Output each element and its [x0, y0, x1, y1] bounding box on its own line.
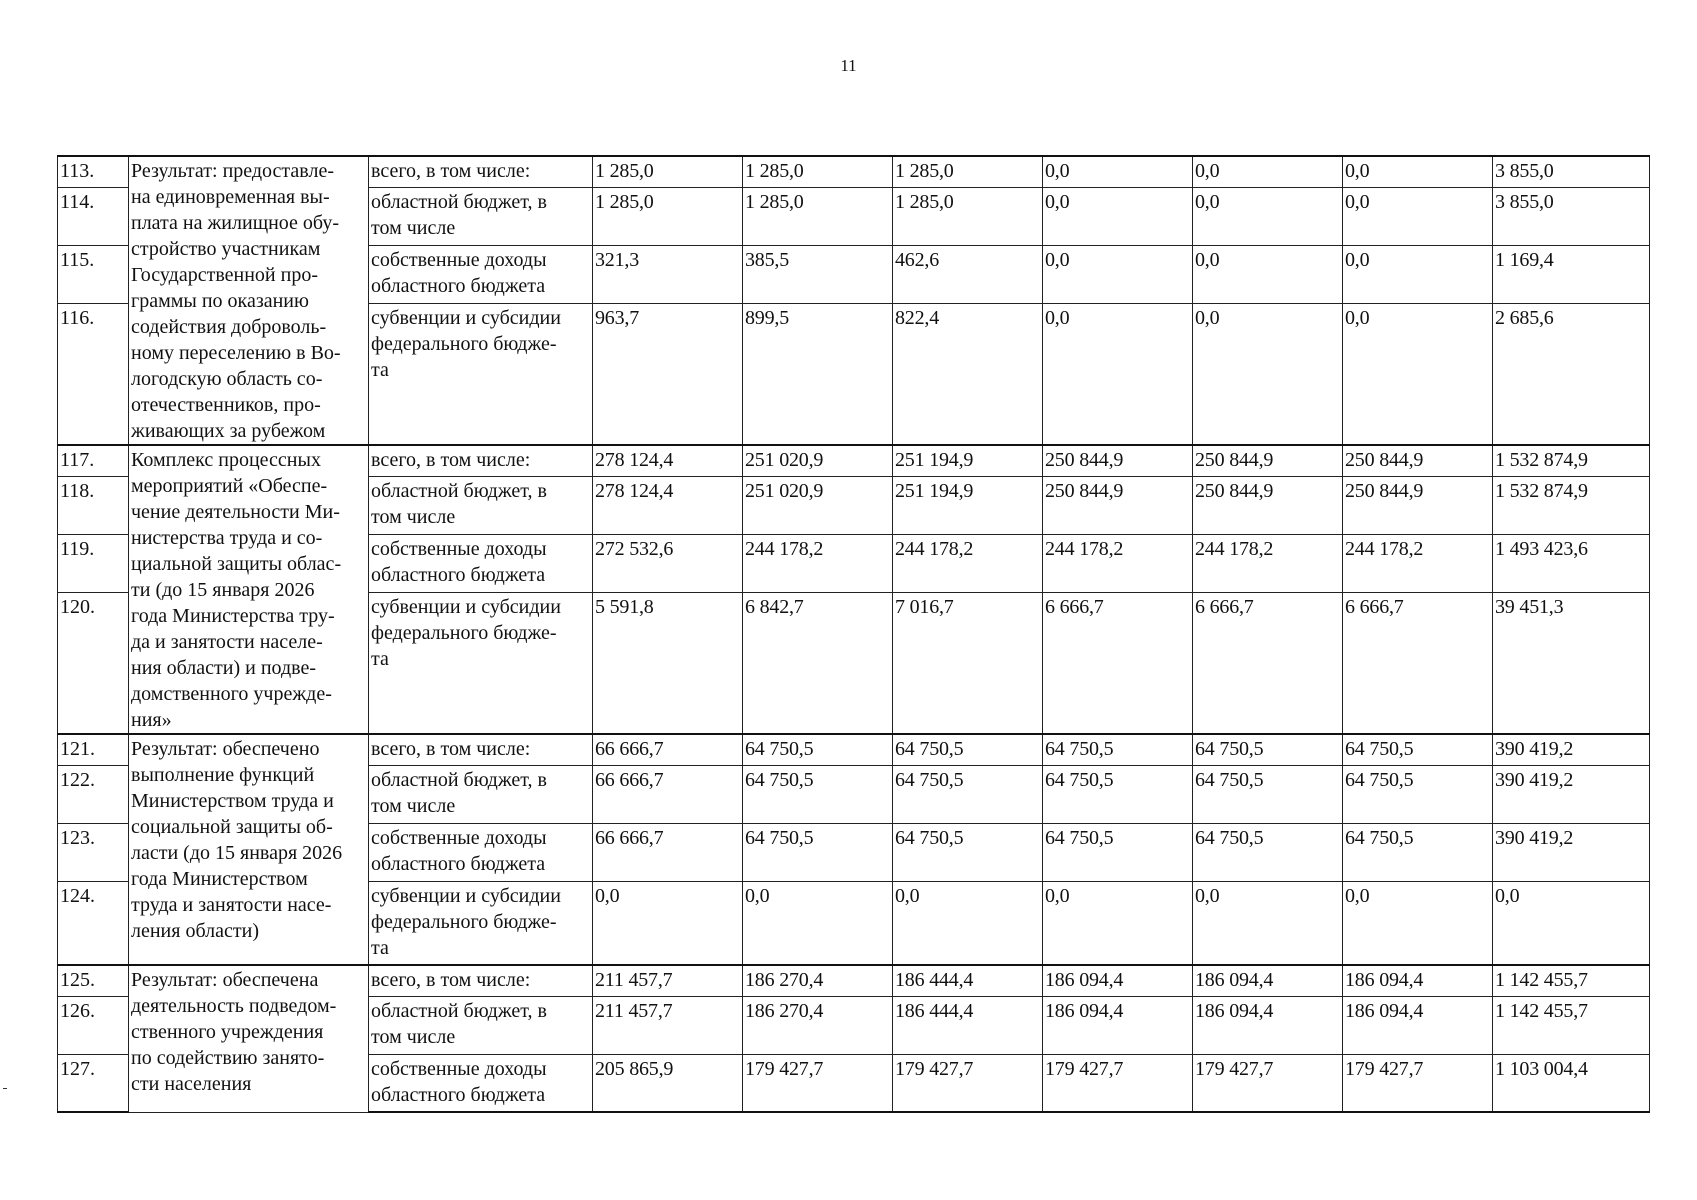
funding-source-cell: субвенции и субсидии федерального бюдже- та: [369, 881, 593, 965]
table-row: [58, 965, 1650, 996]
year-value-cell: 64 750,5: [893, 823, 1043, 881]
total-value-cell: 390 419,2: [1493, 734, 1650, 765]
year-value-cell: 272 532,6: [593, 535, 743, 593]
year-value-cell: 0,0: [1193, 187, 1343, 245]
row-number-cell: 126.: [58, 996, 129, 1054]
year-value-cell: 244 178,2: [1043, 535, 1193, 593]
funding-source-cell: собственные доходы областного бюджета: [369, 1054, 593, 1112]
total-value-cell: 3 855,0: [1493, 187, 1650, 245]
measure-label-cell: Результат: предоставле- на единовременная вы- плата на жилищное обу- стройство участникам Государственной про- граммы по оказанию содействия доброволь- ному переселению в Во- логодскую область со- отечественников, про- живающих за рубежом: [129, 156, 369, 445]
year-value-cell: 822,4: [893, 304, 1043, 445]
row-number-cell: 121.: [58, 734, 129, 765]
measure-label-cell: Результат: обеспечено выполнение функций Министерством труда и социальной защиты об- ласти (до 15 января 2026 года Министерством труда и занятости насе- ления области): [129, 734, 369, 965]
total-value-cell: 0,0: [1493, 881, 1650, 965]
funding-source-cell: собственные доходы областного бюджета: [369, 823, 593, 881]
year-value-cell: 0,0: [1043, 187, 1193, 245]
year-value-cell: 179 427,7: [743, 1054, 893, 1112]
year-value-cell: 1 285,0: [593, 187, 743, 245]
table-row: [58, 445, 1650, 476]
year-value-cell: 250 844,9: [1043, 445, 1193, 476]
year-value-cell: 186 094,4: [1043, 996, 1193, 1054]
row-number-cell: 124.: [58, 881, 129, 965]
year-value-cell: 251 194,9: [893, 445, 1043, 476]
measure-label-cell: Комплекс процессных мероприятий «Обеспе- чение деятельности Ми- нистерства труда и со- циальной защиты облас- ти (до 15 января 2026 года Министерства тру- да и занятости населе- ния области) и подве- домственного учрежде- ния»: [129, 445, 369, 734]
year-value-cell: 1 285,0: [743, 187, 893, 245]
year-value-cell: 179 427,7: [893, 1054, 1043, 1112]
year-value-cell: 64 750,5: [1343, 734, 1493, 765]
year-value-cell: 66 666,7: [593, 823, 743, 881]
year-value-cell: 186 094,4: [1193, 965, 1343, 996]
year-value-cell: 244 178,2: [1193, 535, 1343, 593]
row-number-cell: 127.: [58, 1054, 129, 1112]
year-value-cell: 205 865,9: [593, 1054, 743, 1112]
funding-source-cell: областной бюджет, в том числе: [369, 996, 593, 1054]
margin-mark: [3, 1088, 7, 1089]
year-value-cell: 6 842,7: [743, 593, 893, 734]
row-number-cell: 122.: [58, 765, 129, 823]
row-number-cell: 120.: [58, 593, 129, 734]
year-value-cell: 64 750,5: [743, 823, 893, 881]
year-value-cell: 0,0: [1193, 156, 1343, 187]
year-value-cell: 211 457,7: [593, 996, 743, 1054]
year-value-cell: 64 750,5: [1343, 765, 1493, 823]
year-value-cell: 250 844,9: [1043, 476, 1193, 534]
year-value-cell: 0,0: [1043, 156, 1193, 187]
year-value-cell: 6 666,7: [1043, 593, 1193, 734]
row-number-cell: 116.: [58, 304, 129, 445]
year-value-cell: 64 750,5: [1193, 823, 1343, 881]
funding-source-cell: собственные доходы областного бюджета: [369, 246, 593, 304]
year-value-cell: 250 844,9: [1193, 445, 1343, 476]
table-body: [58, 156, 1650, 1112]
year-value-cell: 64 750,5: [1043, 823, 1193, 881]
year-value-cell: 186 094,4: [1343, 996, 1493, 1054]
year-value-cell: 0,0: [1193, 246, 1343, 304]
total-value-cell: 3 855,0: [1493, 156, 1650, 187]
year-value-cell: 244 178,2: [743, 535, 893, 593]
year-value-cell: 462,6: [893, 246, 1043, 304]
year-value-cell: 278 124,4: [593, 445, 743, 476]
funding-source-cell: областной бюджет, в том числе: [369, 187, 593, 245]
year-value-cell: 0,0: [593, 881, 743, 965]
year-value-cell: 899,5: [743, 304, 893, 445]
year-value-cell: 186 270,4: [743, 965, 893, 996]
page-number: 11: [840, 56, 857, 75]
year-value-cell: 0,0: [1343, 156, 1493, 187]
year-value-cell: 0,0: [1043, 304, 1193, 445]
row-number-cell: 123.: [58, 823, 129, 881]
year-value-cell: 6 666,7: [1193, 593, 1343, 734]
year-value-cell: 0,0: [1193, 304, 1343, 445]
year-value-cell: 0,0: [1193, 881, 1343, 965]
budget-table: [57, 155, 1650, 1113]
row-number-cell: 118.: [58, 476, 129, 534]
year-value-cell: 64 750,5: [893, 765, 1043, 823]
year-value-cell: 64 750,5: [1043, 765, 1193, 823]
funding-source-cell: всего, в том числе:: [369, 445, 593, 476]
year-value-cell: 244 178,2: [893, 535, 1043, 593]
year-value-cell: 186 094,4: [1193, 996, 1343, 1054]
year-value-cell: 0,0: [1043, 246, 1193, 304]
total-value-cell: 1 142 455,7: [1493, 996, 1650, 1054]
row-number-cell: 125.: [58, 965, 129, 996]
year-value-cell: 64 750,5: [1043, 734, 1193, 765]
year-value-cell: 1 285,0: [893, 156, 1043, 187]
total-value-cell: 390 419,2: [1493, 823, 1650, 881]
funding-source-cell: всего, в том числе:: [369, 734, 593, 765]
year-value-cell: 0,0: [893, 881, 1043, 965]
year-value-cell: 186 444,4: [893, 965, 1043, 996]
total-value-cell: 1 103 004,4: [1493, 1054, 1650, 1112]
row-number-cell: 117.: [58, 445, 129, 476]
funding-source-cell: областной бюджет, в том числе: [369, 476, 593, 534]
year-value-cell: 66 666,7: [593, 765, 743, 823]
year-value-cell: 0,0: [1343, 246, 1493, 304]
row-number-cell: 114.: [58, 187, 129, 245]
year-value-cell: 186 270,4: [743, 996, 893, 1054]
table-row: [58, 734, 1650, 765]
year-value-cell: 1 285,0: [743, 156, 893, 187]
total-value-cell: 1 169,4: [1493, 246, 1650, 304]
year-value-cell: 179 427,7: [1043, 1054, 1193, 1112]
measure-label-cell: Результат: обеспечена деятельность подведом- ственного учреждения по содействию занято- сти населения: [129, 965, 369, 1112]
row-number-cell: 119.: [58, 535, 129, 593]
year-value-cell: 186 094,4: [1043, 965, 1193, 996]
year-value-cell: 64 750,5: [893, 734, 1043, 765]
year-value-cell: 5 591,8: [593, 593, 743, 734]
year-value-cell: 186 094,4: [1343, 965, 1493, 996]
year-value-cell: 0,0: [1343, 881, 1493, 965]
year-value-cell: 1 285,0: [593, 156, 743, 187]
year-value-cell: 251 020,9: [743, 445, 893, 476]
funding-source-cell: собственные доходы областного бюджета: [369, 535, 593, 593]
total-value-cell: 1 142 455,7: [1493, 965, 1650, 996]
year-value-cell: 179 427,7: [1343, 1054, 1493, 1112]
funding-source-cell: субвенции и субсидии федерального бюдже- та: [369, 304, 593, 445]
year-value-cell: 250 844,9: [1193, 476, 1343, 534]
year-value-cell: 0,0: [743, 881, 893, 965]
year-value-cell: 0,0: [1343, 187, 1493, 245]
year-value-cell: 0,0: [1043, 881, 1193, 965]
year-value-cell: 64 750,5: [743, 765, 893, 823]
total-value-cell: 1 532 874,9: [1493, 476, 1650, 534]
year-value-cell: 179 427,7: [1193, 1054, 1343, 1112]
year-value-cell: 66 666,7: [593, 734, 743, 765]
total-value-cell: 39 451,3: [1493, 593, 1650, 734]
total-value-cell: 390 419,2: [1493, 765, 1650, 823]
total-value-cell: 2 685,6: [1493, 304, 1650, 445]
table-row: [58, 156, 1650, 187]
funding-source-cell: субвенции и субсидии федерального бюдже- та: [369, 593, 593, 734]
funding-source-cell: областной бюджет, в том числе: [369, 765, 593, 823]
year-value-cell: 64 750,5: [1193, 765, 1343, 823]
year-value-cell: 963,7: [593, 304, 743, 445]
year-value-cell: 244 178,2: [1343, 535, 1493, 593]
year-value-cell: 278 124,4: [593, 476, 743, 534]
year-value-cell: 251 194,9: [893, 476, 1043, 534]
year-value-cell: 1 285,0: [893, 187, 1043, 245]
year-value-cell: 0,0: [1343, 304, 1493, 445]
row-number-cell: 113.: [58, 156, 129, 187]
total-value-cell: 1 493 423,6: [1493, 535, 1650, 593]
year-value-cell: 250 844,9: [1343, 445, 1493, 476]
year-value-cell: 251 020,9: [743, 476, 893, 534]
year-value-cell: 6 666,7: [1343, 593, 1493, 734]
year-value-cell: 64 750,5: [1193, 734, 1343, 765]
year-value-cell: 250 844,9: [1343, 476, 1493, 534]
funding-source-cell: всего, в том числе:: [369, 965, 593, 996]
total-value-cell: 1 532 874,9: [1493, 445, 1650, 476]
row-number-cell: 115.: [58, 246, 129, 304]
year-value-cell: 7 016,7: [893, 593, 1043, 734]
year-value-cell: 385,5: [743, 246, 893, 304]
year-value-cell: 321,3: [593, 246, 743, 304]
funding-source-cell: всего, в том числе:: [369, 156, 593, 187]
year-value-cell: 64 750,5: [1343, 823, 1493, 881]
year-value-cell: 186 444,4: [893, 996, 1043, 1054]
year-value-cell: 211 457,7: [593, 965, 743, 996]
year-value-cell: 64 750,5: [743, 734, 893, 765]
